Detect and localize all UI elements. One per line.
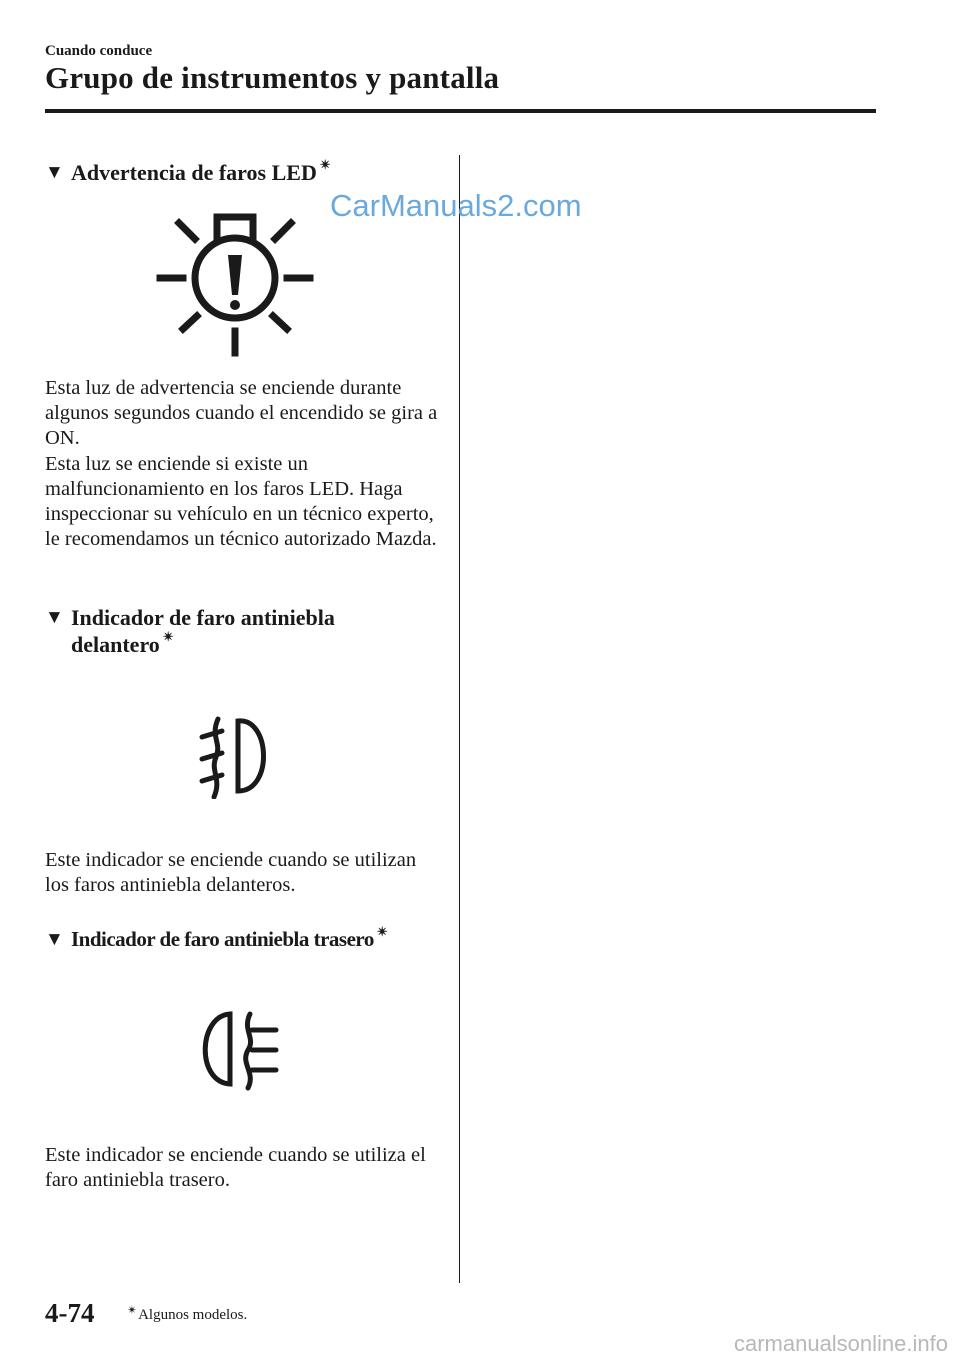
watermark-top: CarManuals2.com [330, 188, 582, 223]
heading-text-line2: delantero [71, 632, 160, 657]
front-fog-light-icon [198, 713, 274, 799]
footnote-text: Algunos modelos. [138, 1307, 248, 1323]
footnote [127, 1303, 248, 1324]
asterisk-icon: ✴ [376, 924, 388, 939]
asterisk-icon: ✴ [162, 629, 174, 644]
asterisk-icon: ✴ [319, 157, 331, 172]
paragraph: Esta luz de advertencia se enciende durante algunos segundos cuando el encendido se gira a ON. [45, 377, 438, 450]
heading-text: Indicador de faro antiniebla trasero [71, 927, 374, 951]
paragraph-front-fog [45, 848, 445, 898]
heading-front-fog [45, 604, 335, 658]
triangle-icon: ▼ [45, 162, 64, 183]
paragraph: Este indicador se enciende cuando se utilizan los faros antiniebla delanteros. [45, 849, 417, 897]
asterisk-icon: ✴ [127, 1303, 138, 1317]
column-divider [459, 155, 460, 1283]
heading-text: Advertencia de faros LED [71, 160, 317, 185]
heading-led-warning [45, 159, 331, 186]
paragraph: Esta luz se enciende si existe un malfuncionamiento en los faros LED. Haga inspeccionar su vehículo en un técnico experto, le recomendamos un técnico autorizado Mazda. [45, 452, 437, 551]
chapter-title: Grupo de instrumentos y pantalla [45, 60, 500, 95]
page-number: 4-74 [45, 1298, 95, 1328]
paragraph: Este indicador se enciende cuando se utiliza el faro antiniebla trasero. [45, 1144, 426, 1192]
triangle-icon: ▼ [45, 607, 64, 628]
triangle-icon: ▼ [45, 929, 64, 950]
paragraph-led-warning [45, 376, 445, 552]
heading-rear-fog [45, 926, 387, 953]
watermark-bottom: carmanualsonline.info [733, 1331, 948, 1356]
heading-text-line1: Indicador de faro antiniebla [71, 605, 335, 630]
section-label: Cuando conduce [45, 43, 153, 59]
rear-fog-light-icon [196, 1008, 282, 1092]
led-headlight-warning-icon [155, 213, 315, 358]
title-rule [45, 109, 876, 113]
paragraph-rear-fog [45, 1143, 445, 1193]
